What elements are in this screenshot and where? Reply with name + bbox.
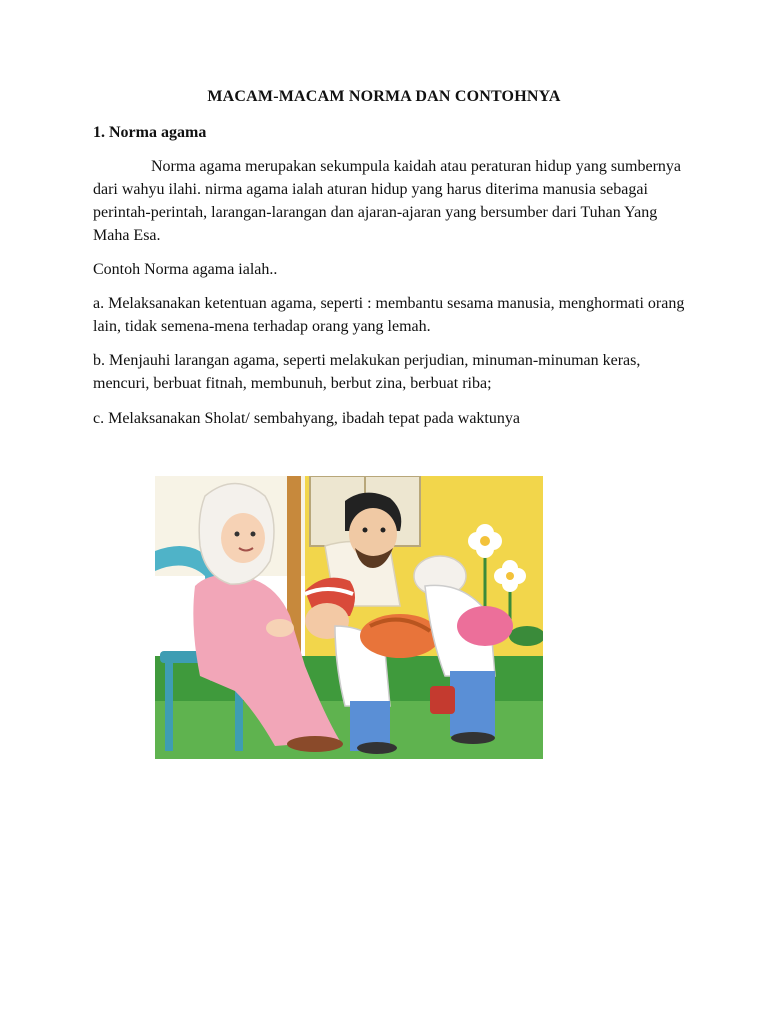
paragraph-definition: Norma agama merupakan sekumpula kaidah atau peraturan hidup yang sumbernya dari wahyu ilahi. nirma agama ialah aturan hidup yang harus diterima manusia sebagai perintah-perintah, larangan-larangan dan ajaran-ajaran yang bersumber dari Tuhan Yang Maha Esa.	[93, 158, 682, 244]
example-a: a. Melaksanakan ketentuan agama, seperti : membantu sesama manusia, menghormati orang lain, tidak semena-mena terhadap orang yang lemah.	[93, 295, 685, 335]
example-b: b. Menjauhi larangan agama, seperti melakukan perjudian, minuman-minuman keras, mencuri, berbuat fitnah, membunuh, berbut zina, berbuat riba;	[93, 352, 641, 392]
family-greeting-illustration	[155, 476, 543, 759]
examples-intro: Contoh Norma agama ialah..	[93, 261, 278, 278]
section-heading: 1. Norma agama	[93, 124, 207, 141]
document-title: MACAM-MACAM NORMA DAN CONTOHNYA	[207, 88, 561, 105]
example-c: c. Melaksanakan Sholat/ sembahyang, ibadah tepat pada waktunya	[93, 410, 520, 427]
illustration-svg	[155, 476, 543, 759]
